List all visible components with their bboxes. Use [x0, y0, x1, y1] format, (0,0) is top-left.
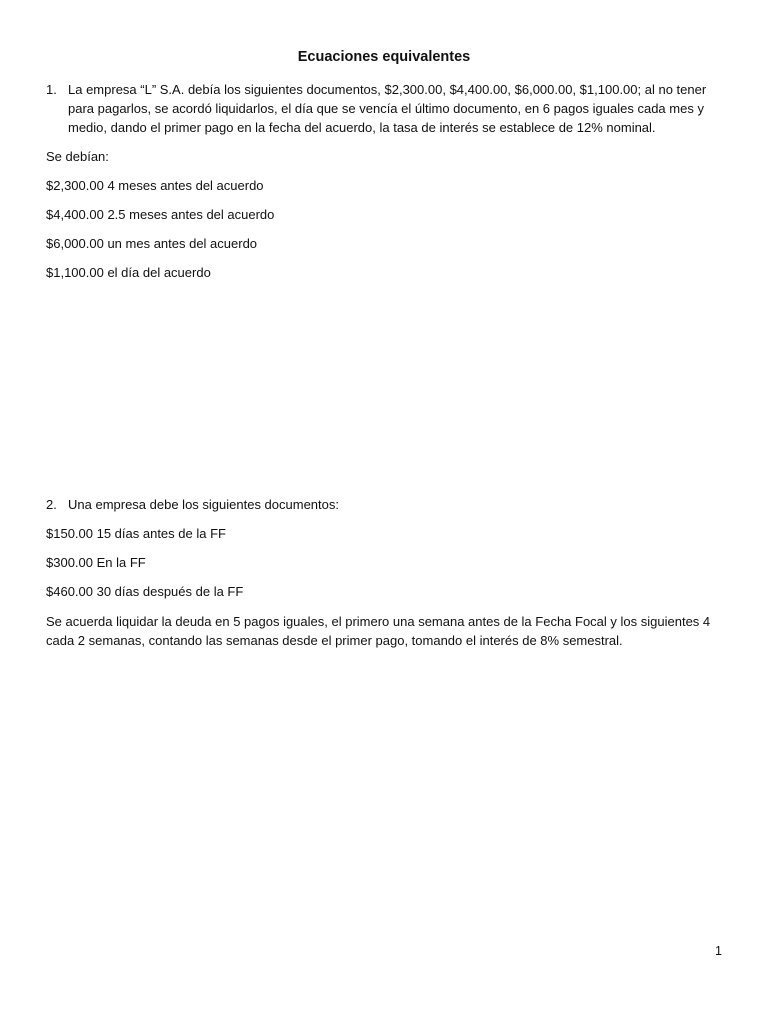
- question-1-intro: Se debían:: [46, 149, 109, 164]
- question-1-item: $1,100.00 el día del acuerdo: [46, 265, 211, 280]
- question-1-item: $2,300.00 4 meses antes del acuerdo: [46, 178, 264, 193]
- question-2-item: $300.00 En la FF: [46, 555, 146, 570]
- question-1-number: 1.: [46, 82, 57, 97]
- question-2: [46, 495, 726, 514]
- question-2-number: 2.: [46, 497, 57, 512]
- question-2-item: $460.00 30 días después de la FF: [46, 584, 244, 599]
- question-2-closing: Se acuerda liquidar la deuda en 5 pagos iguales, el primero una semana antes de la Fecha Focal y los siguientes 4 cada 2 semanas, contando las semanas desde el primer pago, tomando el interés de 8% semestral.: [46, 614, 711, 648]
- question-1-item: $6,000.00 un mes antes del acuerdo: [46, 236, 258, 251]
- question-1: [46, 80, 726, 137]
- page-title: Ecuaciones equivalentes: [297, 49, 471, 65]
- question-1-item: $4,400.00 2.5 meses antes del acuerdo: [46, 207, 275, 222]
- question-1-text: La empresa “L” S.A. debía los siguientes documentos, $2,300.00, $4,400.00, $6,000.00, $1,100.00; al no tener para pagarlos, se acordó liquidarlos, el día que se vencía el último documento, en 6 pagos iguales cada mes y medio, dando el primer pago en la fecha del acuerdo, la tasa de interés se establece de 12% nominal.: [68, 82, 707, 135]
- question-2-text: Una empresa debe los siguientes documentos:: [68, 497, 339, 512]
- page-number: 1: [715, 944, 722, 958]
- question-2-item: $150.00 15 días antes de la FF: [46, 526, 226, 541]
